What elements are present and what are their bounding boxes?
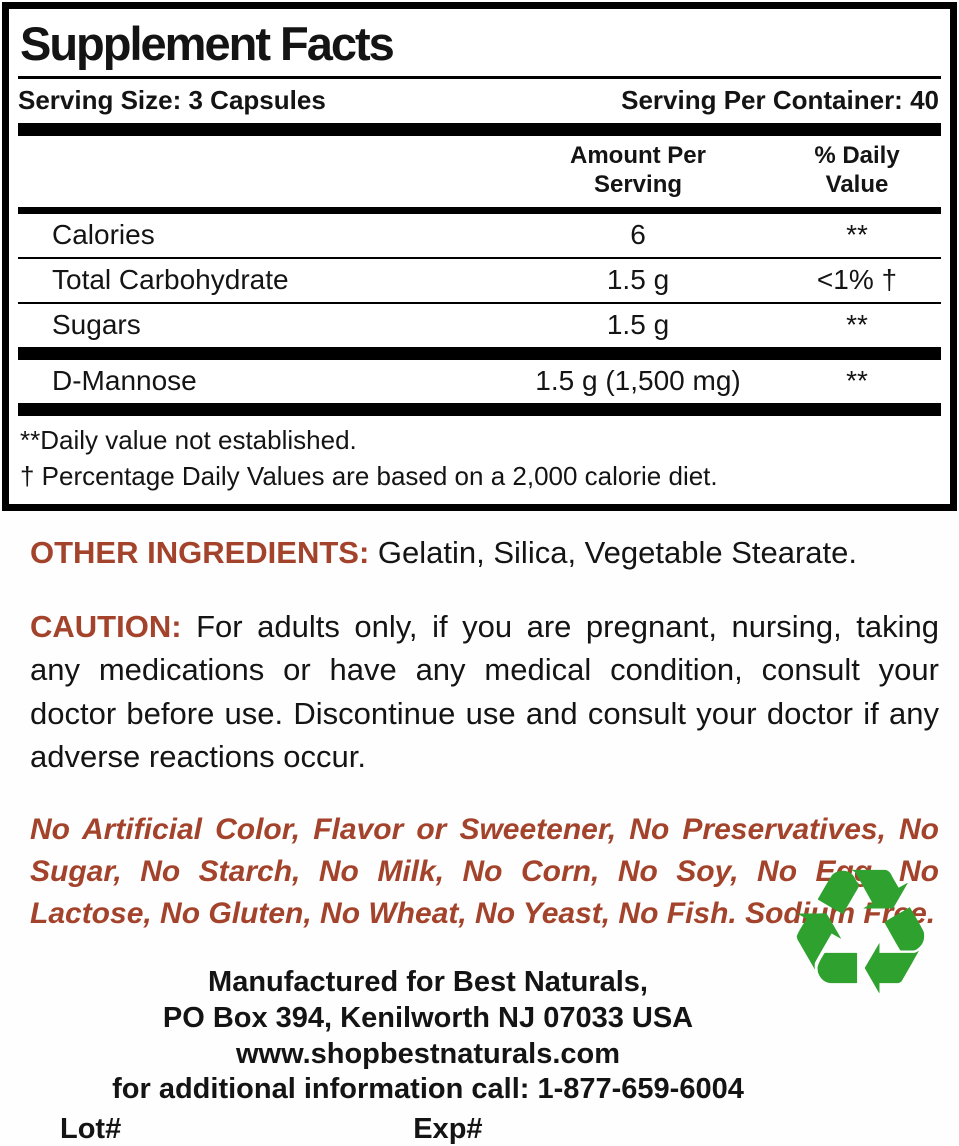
other-ingredients bbox=[30, 533, 939, 573]
lot-label: Lot# bbox=[60, 1112, 122, 1145]
nutrient-name: D-Mannose bbox=[52, 364, 197, 396]
table-row-total-carbohydrate bbox=[18, 259, 941, 302]
amount-per-serving-header: Amount Per Serving bbox=[569, 142, 706, 198]
manufacturer-block bbox=[48, 965, 808, 1108]
footnote-percent-dv: † Percentage Daily Values are based on a 2,000 calorie diet. bbox=[20, 460, 718, 491]
manufacturer-line1: Manufactured for Best Naturals, bbox=[208, 966, 648, 999]
divider-thick bbox=[18, 403, 941, 416]
supplement-facts-panel bbox=[2, 2, 957, 511]
daily-value-header: % Daily Value bbox=[814, 142, 900, 198]
nutrient-dv: <1% † bbox=[816, 263, 898, 295]
other-ingredients-text: Gelatin, Silica, Vegetable Stearate. bbox=[377, 535, 857, 571]
divider-medium bbox=[18, 207, 941, 214]
exp-label: Exp# bbox=[413, 1112, 483, 1145]
servings-per-container: Serving Per Container: 40 bbox=[621, 85, 939, 116]
recycle-icon: ♻ bbox=[782, 832, 939, 1035]
manufacturer-website: www.shopbestnaturals.com bbox=[235, 1037, 621, 1070]
manufacturer-phone: for additional information call: 1-877-659-6004 bbox=[112, 1073, 744, 1106]
nutrient-name: Calories bbox=[52, 218, 155, 250]
table-row-d-mannose bbox=[18, 360, 941, 403]
caution-text: For adults only, if you are pregnant, nursing, taking any medications or have any medical condition, consult your doctor before use. Discontinue use and consult your doctor if any adverse reactions occur. bbox=[30, 608, 939, 774]
nutrient-amount: 1.5 g bbox=[606, 263, 670, 295]
table-row-sugars bbox=[18, 304, 941, 347]
nutrient-amount: 1.5 g (1,500 mg) bbox=[535, 364, 741, 396]
caution-label: CAUTION: bbox=[30, 608, 182, 644]
other-ingredients-label: OTHER INGREDIENTS: bbox=[30, 535, 370, 571]
serving-row bbox=[18, 79, 941, 123]
manufacturer-address: PO Box 394, Kenilworth NJ 07033 USA bbox=[162, 1001, 694, 1034]
panel-title: Supplement Facts bbox=[18, 9, 941, 79]
lot-exp-row bbox=[30, 1113, 939, 1146]
nutrient-dv: ** bbox=[846, 218, 868, 250]
nutrient-name: Sugars bbox=[52, 308, 141, 340]
nutrient-amount: 1.5 g bbox=[606, 308, 670, 340]
serving-size: Serving Size: 3 Capsules bbox=[18, 85, 326, 116]
column-headers bbox=[18, 136, 941, 207]
caution bbox=[30, 605, 939, 779]
divider-thick bbox=[18, 347, 941, 360]
no-additives-claims: No Artificial Color, Flavor or Sweetener, No Preservatives, No Sugar, No Starch, No Milk, No Corn, No Soy, No Egg, No Lactose, No Gluten, No Wheat, No Yeast, No Fish. Sodium Free. bbox=[30, 813, 939, 931]
nutrient-dv: ** bbox=[846, 308, 868, 340]
nutrient-dv: ** bbox=[846, 364, 868, 396]
footnotes bbox=[18, 416, 941, 505]
table-row-calories bbox=[18, 214, 941, 257]
divider-thick bbox=[18, 123, 941, 136]
nutrient-amount: 6 bbox=[630, 218, 646, 250]
footnote-daily-value: **Daily value not established. bbox=[20, 424, 357, 455]
nutrient-name: Total Carbohydrate bbox=[52, 263, 289, 295]
